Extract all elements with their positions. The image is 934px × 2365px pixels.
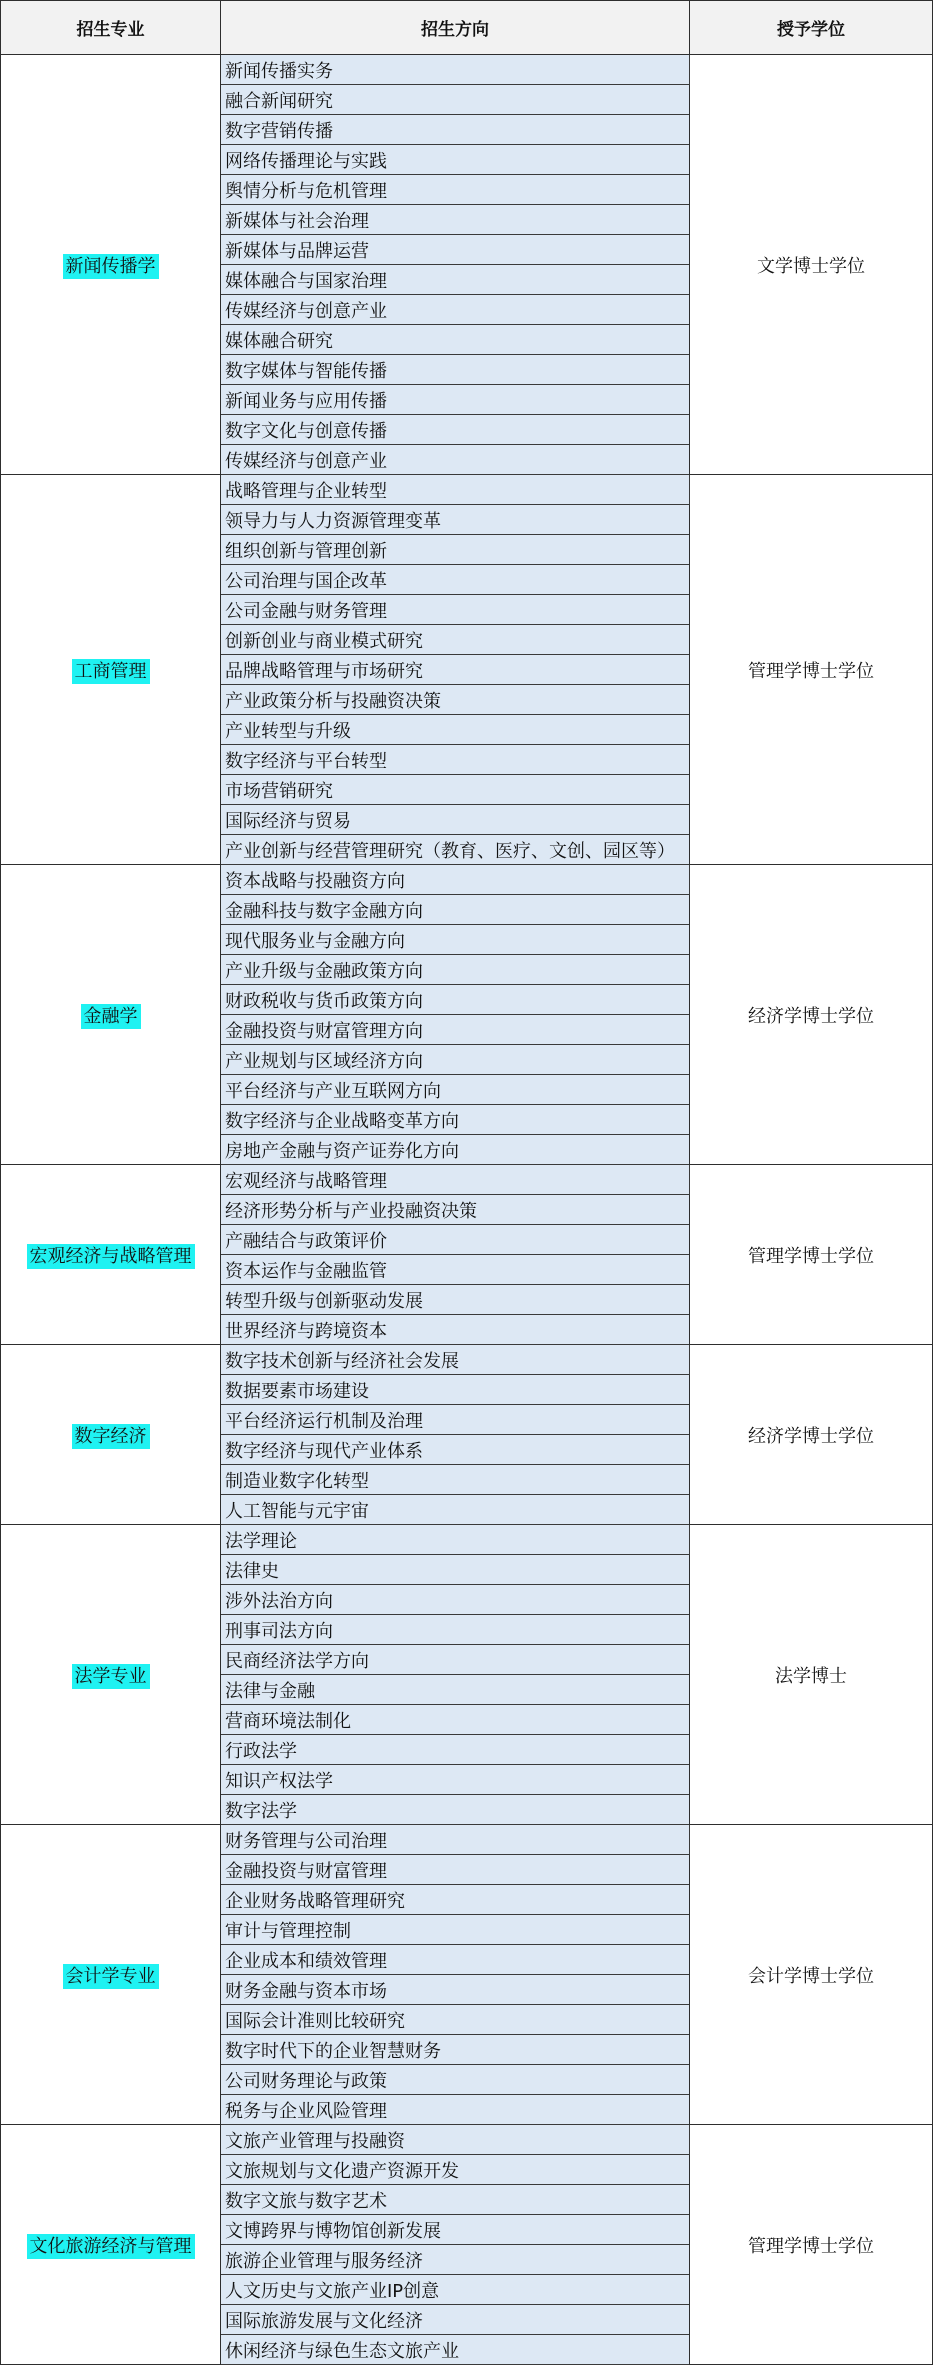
direction-cell: 数字技术创新与经济社会发展 xyxy=(221,1345,690,1375)
major-name: 法学专业 xyxy=(72,1664,150,1689)
direction-cell: 新媒体与社会治理 xyxy=(221,205,690,235)
table-row xyxy=(1,475,933,505)
direction-cell: 新闻业务与应用传播 xyxy=(221,385,690,415)
major-cell xyxy=(1,1345,221,1525)
major-cell xyxy=(1,55,221,475)
direction-cell: 文博跨界与博物馆创新发展 xyxy=(221,2215,690,2245)
table-row xyxy=(1,1345,933,1375)
direction-cell: 创新创业与商业模式研究 xyxy=(221,625,690,655)
direction-cell: 品牌战略管理与市场研究 xyxy=(221,655,690,685)
direction-cell: 传媒经济与创意产业 xyxy=(221,445,690,475)
direction-cell: 市场营销研究 xyxy=(221,775,690,805)
table-row xyxy=(1,2125,933,2155)
direction-cell: 媒体融合研究 xyxy=(221,325,690,355)
direction-cell: 数字经济与现代产业体系 xyxy=(221,1435,690,1465)
direction-cell: 领导力与人力资源管理变革 xyxy=(221,505,690,535)
direction-cell: 企业财务战略管理研究 xyxy=(221,1885,690,1915)
degree-cell: 经济学博士学位 xyxy=(690,1345,933,1525)
direction-cell: 民商经济法学方向 xyxy=(221,1645,690,1675)
direction-cell: 知识产权法学 xyxy=(221,1765,690,1795)
direction-cell: 国际旅游发展与文化经济 xyxy=(221,2305,690,2335)
degree-cell: 管理学博士学位 xyxy=(690,2125,933,2365)
direction-cell: 公司金融与财务管理 xyxy=(221,595,690,625)
direction-cell: 人工智能与元宇宙 xyxy=(221,1495,690,1525)
direction-cell: 战略管理与企业转型 xyxy=(221,475,690,505)
direction-cell: 营商环境法制化 xyxy=(221,1705,690,1735)
direction-cell: 媒体融合与国家治理 xyxy=(221,265,690,295)
direction-cell: 法律与金融 xyxy=(221,1675,690,1705)
table-row xyxy=(1,865,933,895)
direction-cell: 舆情分析与危机管理 xyxy=(221,175,690,205)
major-name: 会计学专业 xyxy=(63,1964,159,1989)
degree-cell: 管理学博士学位 xyxy=(690,1165,933,1345)
direction-cell: 数字媒体与智能传播 xyxy=(221,355,690,385)
direction-cell: 制造业数字化转型 xyxy=(221,1465,690,1495)
direction-cell: 房地产金融与资产证券化方向 xyxy=(221,1135,690,1165)
header-major: 招生专业 xyxy=(1,1,221,55)
direction-cell: 平台经济运行机制及治理 xyxy=(221,1405,690,1435)
direction-cell: 休闲经济与绿色生态文旅产业 xyxy=(221,2335,690,2365)
major-cell xyxy=(1,1825,221,2125)
direction-cell: 财务金融与资本市场 xyxy=(221,1975,690,2005)
table-header-row xyxy=(1,1,933,55)
direction-cell: 金融投资与财富管理方向 xyxy=(221,1015,690,1045)
major-name: 文化旅游经济与管理 xyxy=(27,2234,195,2259)
degree-cell: 会计学博士学位 xyxy=(690,1825,933,2125)
direction-cell: 产融结合与政策评价 xyxy=(221,1225,690,1255)
direction-cell: 产业转型与升级 xyxy=(221,715,690,745)
direction-cell: 产业创新与经营管理研究（教育、医疗、文创、园区等） xyxy=(221,835,690,865)
direction-cell: 经济形势分析与产业投融资决策 xyxy=(221,1195,690,1225)
major-name: 新闻传播学 xyxy=(63,254,159,279)
major-cell xyxy=(1,1165,221,1345)
direction-cell: 行政法学 xyxy=(221,1735,690,1765)
direction-cell: 企业成本和绩效管理 xyxy=(221,1945,690,1975)
direction-cell: 组织创新与管理创新 xyxy=(221,535,690,565)
direction-cell: 传媒经济与创意产业 xyxy=(221,295,690,325)
major-cell xyxy=(1,865,221,1165)
direction-cell: 产业规划与区域经济方向 xyxy=(221,1045,690,1075)
direction-cell: 涉外法治方向 xyxy=(221,1585,690,1615)
table-row xyxy=(1,1525,933,1555)
direction-cell: 数字经济与企业战略变革方向 xyxy=(221,1105,690,1135)
direction-cell: 税务与企业风险管理 xyxy=(221,2095,690,2125)
table-row xyxy=(1,55,933,85)
direction-cell: 现代服务业与金融方向 xyxy=(221,925,690,955)
direction-cell: 新闻传播实务 xyxy=(221,55,690,85)
degree-cell: 经济学博士学位 xyxy=(690,865,933,1165)
direction-cell: 国际经济与贸易 xyxy=(221,805,690,835)
direction-cell: 世界经济与跨境资本 xyxy=(221,1315,690,1345)
direction-cell: 网络传播理论与实践 xyxy=(221,145,690,175)
major-cell xyxy=(1,475,221,865)
direction-cell: 新媒体与品牌运营 xyxy=(221,235,690,265)
header-degree: 授予学位 xyxy=(690,1,933,55)
direction-cell: 人文历史与文旅产业IP创意 xyxy=(221,2275,690,2305)
direction-cell: 法律史 xyxy=(221,1555,690,1585)
direction-cell: 数字营销传播 xyxy=(221,115,690,145)
major-name: 金融学 xyxy=(81,1004,141,1029)
direction-cell: 资本战略与投融资方向 xyxy=(221,865,690,895)
degree-cell: 文学博士学位 xyxy=(690,55,933,475)
direction-cell: 宏观经济与战略管理 xyxy=(221,1165,690,1195)
table-row xyxy=(1,1165,933,1195)
direction-cell: 数字文旅与数字艺术 xyxy=(221,2185,690,2215)
direction-cell: 公司财务理论与政策 xyxy=(221,2065,690,2095)
direction-cell: 审计与管理控制 xyxy=(221,1915,690,1945)
table-row xyxy=(1,1825,933,1855)
direction-cell: 财政税收与货币政策方向 xyxy=(221,985,690,1015)
direction-cell: 数字文化与创意传播 xyxy=(221,415,690,445)
major-name: 宏观经济与战略管理 xyxy=(27,1244,195,1269)
major-name: 数字经济 xyxy=(72,1424,150,1449)
direction-cell: 国际会计准则比较研究 xyxy=(221,2005,690,2035)
direction-cell: 数字经济与平台转型 xyxy=(221,745,690,775)
major-cell xyxy=(1,2125,221,2365)
direction-cell: 融合新闻研究 xyxy=(221,85,690,115)
direction-cell: 转型升级与创新驱动发展 xyxy=(221,1285,690,1315)
degree-cell: 管理学博士学位 xyxy=(690,475,933,865)
major-name: 工商管理 xyxy=(72,659,150,684)
direction-cell: 产业升级与金融政策方向 xyxy=(221,955,690,985)
degree-cell: 法学博士 xyxy=(690,1525,933,1825)
major-cell xyxy=(1,1525,221,1825)
direction-cell: 财务管理与公司治理 xyxy=(221,1825,690,1855)
direction-cell: 金融投资与财富管理 xyxy=(221,1855,690,1885)
direction-cell: 文旅规划与文化遗产资源开发 xyxy=(221,2155,690,2185)
table-body xyxy=(1,55,933,2365)
direction-cell: 文旅产业管理与投融资 xyxy=(221,2125,690,2155)
direction-cell: 公司治理与国企改革 xyxy=(221,565,690,595)
direction-cell: 法学理论 xyxy=(221,1525,690,1555)
direction-cell: 数字法学 xyxy=(221,1795,690,1825)
direction-cell: 数字时代下的企业智慧财务 xyxy=(221,2035,690,2065)
direction-cell: 产业政策分析与投融资决策 xyxy=(221,685,690,715)
direction-cell: 金融科技与数字金融方向 xyxy=(221,895,690,925)
direction-cell: 刑事司法方向 xyxy=(221,1615,690,1645)
direction-cell: 旅游企业管理与服务经济 xyxy=(221,2245,690,2275)
direction-cell: 资本运作与金融监管 xyxy=(221,1255,690,1285)
direction-cell: 平台经济与产业互联网方向 xyxy=(221,1075,690,1105)
header-direction: 招生方向 xyxy=(221,1,690,55)
direction-cell: 数据要素市场建设 xyxy=(221,1375,690,1405)
